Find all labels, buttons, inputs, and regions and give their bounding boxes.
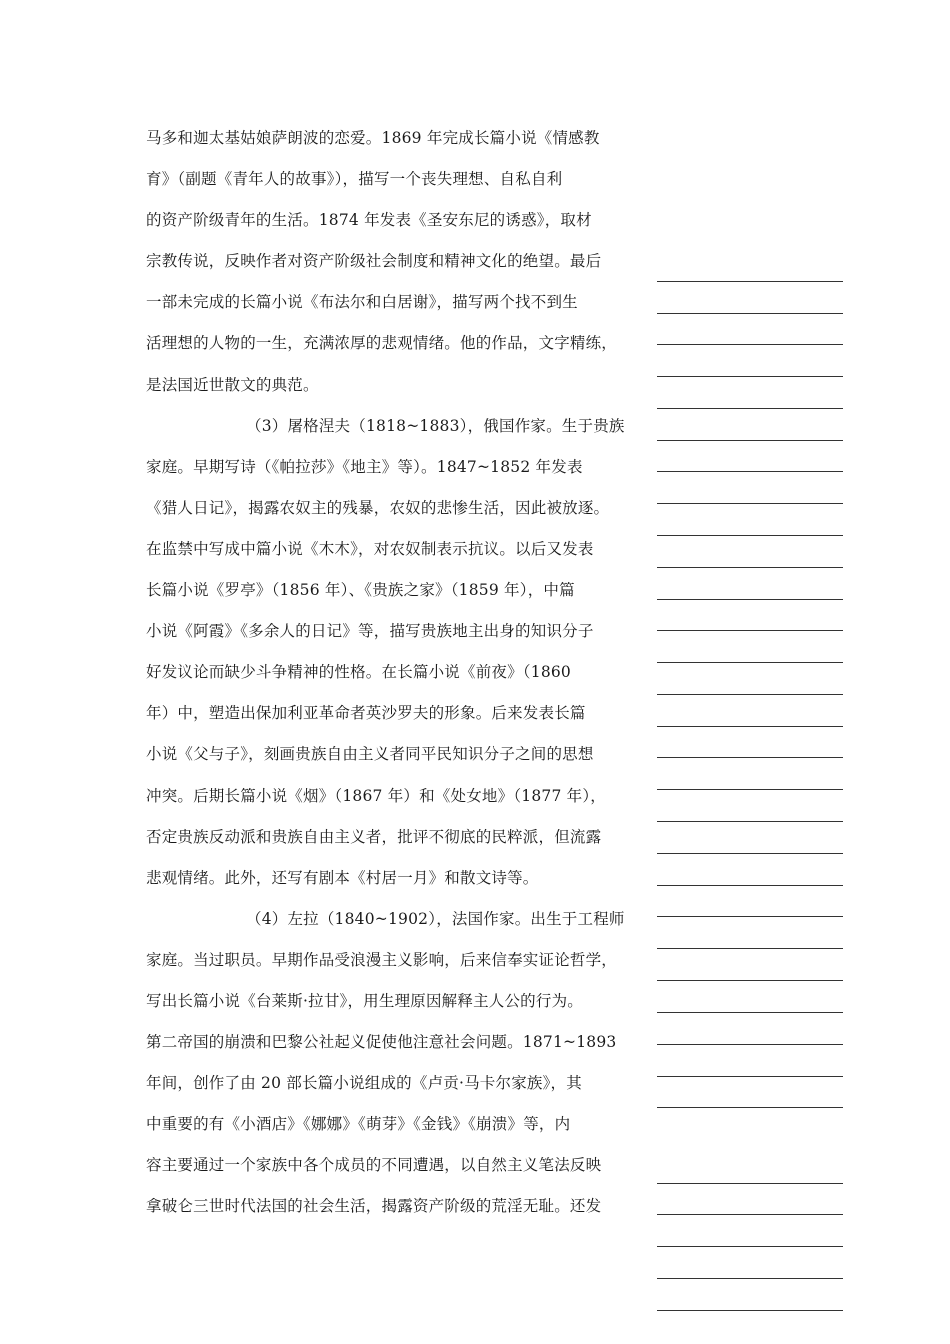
blank-answer-line bbox=[657, 1107, 843, 1108]
text-line: 悲观情绪。此外，还写有剧本《村居一月》和散文诗等。 bbox=[146, 868, 539, 887]
blank-answer-line bbox=[657, 1310, 843, 1311]
blank-answer-line bbox=[657, 471, 843, 472]
blank-answer-line bbox=[657, 599, 843, 600]
blank-answer-line bbox=[657, 281, 843, 282]
text-line: 宗教传说，反映作者对资产阶级社会制度和精神文化的绝望。最后 bbox=[146, 252, 602, 271]
text-line: 马多和迦太基姑娘萨朗波的恋爱。1869 年完成长篇小说《情感教 bbox=[146, 129, 600, 147]
text-line: 好发议论而缺少斗争精神的性格。在长篇小说《前夜》（1860 bbox=[146, 663, 571, 682]
text-line: 是法国近世散文的典范。 bbox=[146, 375, 319, 394]
blank-answer-line bbox=[657, 1183, 843, 1184]
blank-answer-line bbox=[657, 726, 843, 727]
blank-answer-line bbox=[657, 948, 843, 949]
text-line: 拿破仑三世时代法国的社会生活，揭露资产阶级的荒淫无耻。还发 bbox=[146, 1197, 602, 1216]
text-line: 中重要的有《小酒店》《娜娜》《萌芽》《金钱》《崩溃》等，内 bbox=[146, 1115, 571, 1134]
blank-answer-line bbox=[657, 1278, 843, 1279]
blank-answer-line bbox=[657, 853, 843, 854]
blank-answer-line bbox=[657, 408, 843, 409]
blank-answer-line bbox=[657, 789, 843, 790]
text-line: 小说《父与子》，刻画贵族自由主义者同平民知识分子之间的思想 bbox=[146, 745, 594, 764]
text-line: 年间，创作了由 20 部长篇小说组成的《卢贡·马卡尔家族》，其 bbox=[146, 1074, 582, 1093]
blank-answer-line bbox=[657, 1246, 843, 1247]
blank-answer-line bbox=[657, 916, 843, 917]
text-line: 长篇小说《罗亭》（1856 年）、《贵族之家》（1859 年），中篇 bbox=[146, 581, 575, 600]
blank-answer-line bbox=[657, 630, 843, 631]
text-line: 的资产阶级青年的生活。1874 年发表《圣安东尼的诱惑》，取材 bbox=[146, 211, 592, 230]
text-line: 在监禁中写成中篇小说《木木》，对农奴制表示抗议。以后又发表 bbox=[146, 539, 594, 558]
blank-answer-line bbox=[657, 694, 843, 695]
blank-answer-line bbox=[657, 503, 843, 504]
blank-answer-line bbox=[657, 567, 843, 568]
text-line: 家庭。早期写诗（《帕拉莎》《地主》等）。1847~1852 年发表 bbox=[146, 457, 583, 476]
blank-answer-line bbox=[657, 757, 843, 758]
blank-answer-line bbox=[657, 980, 843, 981]
text-line: 第二帝国的崩溃和巴黎公社起义促使他注意社会问题。1871~1893 bbox=[146, 1033, 617, 1052]
text-line: 育》（副题《青年人的故事》），描写一个丧失理想、自私自利 bbox=[146, 170, 563, 189]
text-line: 《猎人日记》，揭露农奴主的残暴，农奴的悲惨生活，因此被放逐。 bbox=[146, 498, 610, 517]
blank-answer-line bbox=[657, 344, 843, 345]
blank-answer-line bbox=[657, 376, 843, 377]
blank-answer-line bbox=[657, 821, 843, 822]
text-line: 小说《阿霞》《多余人的日记》等，描写贵族地主出身的知识分子 bbox=[146, 622, 594, 641]
document-body bbox=[146, 118, 646, 1228]
blank-answer-line bbox=[657, 440, 843, 441]
text-line: 写出长篇小说《台莱斯·拉甘》，用生理原因解释主人公的行为。 bbox=[146, 991, 583, 1010]
blank-answer-line bbox=[657, 313, 843, 314]
answer-lines-column bbox=[657, 0, 843, 1344]
text-line: 冲突。后期长篇小说《烟》（1867 年）和《处女地》（1877 年）， bbox=[146, 786, 606, 805]
text-line: 年）中，塑造出保加利亚革命者英沙罗夫的形象。后来发表长篇 bbox=[146, 704, 586, 723]
blank-answer-line bbox=[657, 1076, 843, 1077]
text-line: （4）左拉（1840~1902），法国作家。出生于工程师 bbox=[246, 909, 625, 928]
blank-answer-line bbox=[657, 1044, 843, 1045]
blank-answer-line bbox=[657, 662, 843, 663]
text-line: 活理想的人物的一生，充满浓厚的悲观情绪。他的作品，文字精练， bbox=[146, 334, 618, 353]
text-line: 家庭。当过职员。早期作品受浪漫主义影响，后来信奉实证论哲学， bbox=[146, 950, 618, 969]
blank-answer-line bbox=[657, 1012, 843, 1013]
blank-answer-line bbox=[657, 1214, 843, 1215]
blank-answer-line bbox=[657, 885, 843, 886]
text-line: 否定贵族反动派和贵族自由主义者，批评不彻底的民粹派，但流露 bbox=[146, 827, 602, 846]
text-line: （3）屠格涅夫（1818~1883），俄国作家。生于贵族 bbox=[246, 416, 625, 435]
blank-answer-line bbox=[657, 535, 843, 536]
text-line: 一部未完成的长篇小说《布法尔和白居谢》，描写两个找不到生 bbox=[146, 293, 578, 312]
text-line: 容主要通过一个家族中各个成员的不同遭遇，以自然主义笔法反映 bbox=[146, 1156, 602, 1175]
